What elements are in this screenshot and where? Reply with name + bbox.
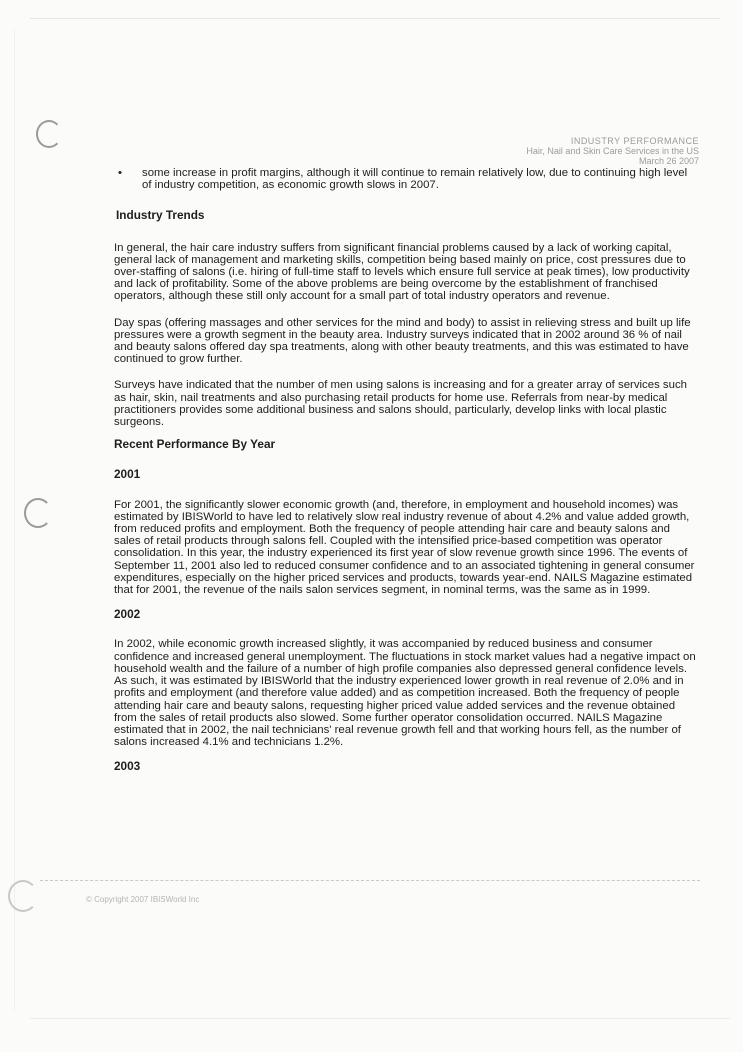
section-heading-recent-performance: Recent Performance By Year — [114, 437, 276, 452]
punch-hole-icon — [8, 880, 38, 912]
section-heading-industry-trends: Industry Trends — [116, 208, 205, 223]
header-title: INDUSTRY PERFORMANCE — [570, 136, 699, 146]
paragraph: Surveys have indicated that the number of men using salons is increasing and for a greater array of services such as hair, skin, nail treatments and also purchasing retail products for home use. Referrals from near-by medical practitioners provides some additional business and salons should, particularly, develop links with local plastic surgeons. — [114, 379, 687, 429]
scan-edge-left — [14, 30, 15, 1010]
scan-edge-bottom — [30, 1018, 730, 1019]
bullet-item — [114, 167, 699, 191]
bullet-icon: • — [118, 167, 122, 179]
header-subtitle: Hair, Nail and Skin Care Services in the US — [526, 146, 699, 156]
year-heading-2002: 2002 — [114, 607, 141, 622]
document-body — [114, 167, 699, 791]
paragraph: In general, the hair care industry suffers from significant financial problems caused by a lack of working capital, general lack of management and marketing skills, competition being based mainly on price, cost pressures due to over-staffing of salons (i.e. hiring of full-time staff to levels which ensure full service at peak times), low productivity and lack of profitability. Some of the above problems are being overcome by the establishment of franchised operators, although these still only account for a small part of total industry operators and revenue. — [114, 241, 690, 303]
bullet-text: some increase in profit margins, although it will continue to remain relatively low, due to continuing high level of industry competition, as economic growth slows in 2007. — [142, 167, 688, 192]
year-paragraph-2001: For 2001, the significantly slower economic growth (and, therefore, in employment and household incomes) was estimated by IBISWorld to have led to relatively slow real industry revenue of about 4.2% and value added growth, from reduced profits and employment. Both the frequency of people attending hair care and beauty salons and sales of retail products through salons fell. Coupled with the intensified price-based competition was operator consolidation. In this year, the industry experienced its first year of slow revenue growth since 1996. The events of September 11, 2001 also led to reduced consumer confidence and to an associated tightening in general consumer expenditures, especially on the higher priced services and products, towards year-end. NAILS Magazine estimated that for 2001, the revenue of the nails salon services segment, in nominal terms, was the same as in 1999. — [114, 498, 695, 597]
punch-hole-icon — [24, 498, 52, 528]
punch-hole-icon — [36, 120, 62, 148]
paragraph: Day spas (offering massages and other services for the mind and body) to assist in relieving stress and built up life pressures were a growth segment in the beauty area. Industry surveys indicated that in 2002 around 36 % of nail and beauty salons offered day spa treatments, along with other beauty treatments, and this was estimated to have continued to grow further. — [114, 316, 691, 366]
footer-divider — [40, 880, 700, 881]
running-header — [526, 136, 699, 166]
footer-copyright: © Copyright 2007 IBISWorld Inc — [86, 895, 200, 904]
scan-edge-top — [30, 18, 720, 19]
year-paragraph-2002: In 2002, while economic growth increased slightly, it was accompanied by reduced business and consumer confidence and increased general unemployment. The fluctuations in stock market values had a negative impact on household wealth and the failure of a number of high profile companies also depressed general confidence levels. As such, it was estimated by IBISWorld that the industry experienced lower growth in real revenue of 2.0% and in profits and employment (and therefore value added) and as competition increased. Both the frequency of people attending hair care and beauty salons, requesting higher priced value added services and the revenue obtained from the sales of retail products also slowed. Some further operator consolidation occurred. NAILS Magazine estimated that in 2002, the nail technicians' real revenue growth fell and that working hours fell, as the number of salons increased 4.1% and technicians 1.2%. — [114, 638, 696, 749]
header-date: March 26 2007 — [638, 156, 699, 166]
year-heading-2001: 2001 — [114, 467, 141, 482]
year-heading-2003: 2003 — [114, 759, 141, 774]
